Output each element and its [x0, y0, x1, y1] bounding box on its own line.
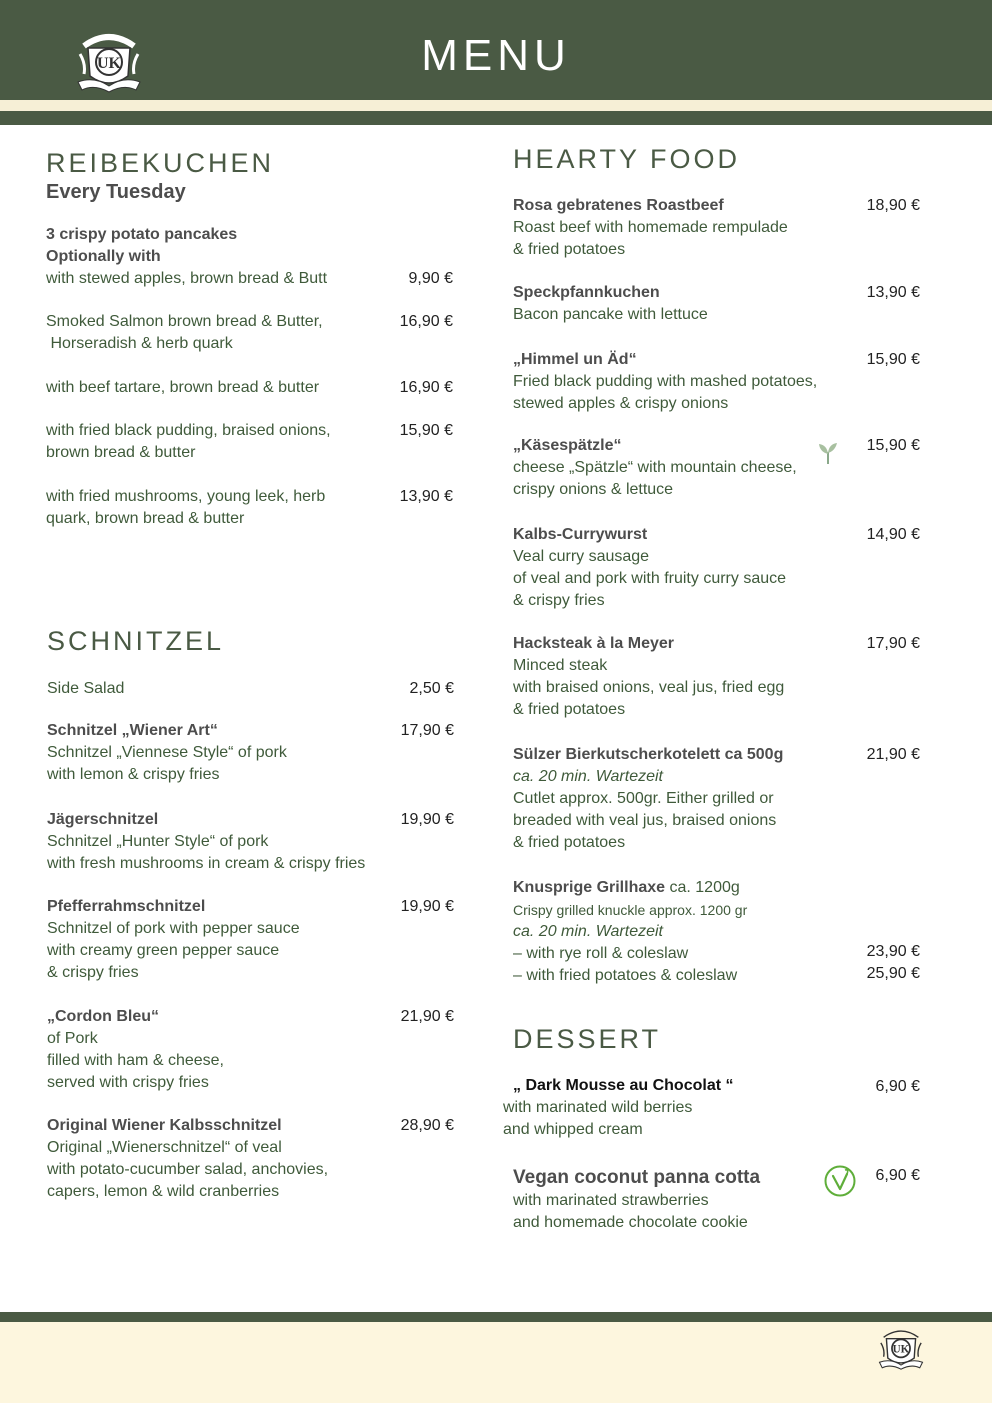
menu-item-price: 21,90 €	[866, 746, 920, 763]
svg-text:UK: UK	[892, 1343, 910, 1356]
menu-item-price: 17,90 €	[866, 635, 920, 652]
menu-item-price: 28,90 €	[400, 1117, 454, 1134]
header-cream-band	[0, 100, 992, 111]
menu-item: Speckpfannkuchen Bacon pancake with lettuce	[513, 284, 708, 323]
page-title: MENU	[421, 31, 571, 80]
header-green-band	[0, 111, 992, 125]
menu-item: Original Wiener Kalbsschnitzel Original „Wienerschnitzel“ of veal with potato-cucumber salad, anchovies, capers, lemon & wild cranberries	[47, 1117, 329, 1200]
menu-item: with fried mushrooms, young leek, herb quark, brown bread & butter	[46, 488, 326, 527]
menu-item: with beef tartare, brown bread & butter	[46, 379, 320, 396]
menu-item-price: 14,90 €	[866, 526, 920, 543]
menu-item: „Käsespätzle“ cheese „Spätzle“ with mountain cheese, crispy onions & lettuce	[513, 437, 797, 498]
menu-item-price: 13,90 €	[399, 488, 453, 505]
menu-item: Rosa gebratenes Roastbeef Roast beef with homemade rempulade & fried potatoes	[513, 197, 788, 258]
menu-item-price: 16,90 €	[399, 379, 453, 396]
footer-logo-icon	[878, 1322, 924, 1372]
menu-item-price: 16,90 €	[399, 313, 453, 330]
menu-item-price: 15,90 €	[866, 437, 920, 454]
menu-item-price: 18,90 €	[866, 197, 920, 214]
menu-item: Hacksteak à la Meyer Minced steak with braised onions, veal jus, fried egg & fried potatoes	[513, 635, 785, 718]
section-subtitle: Every Tuesday	[46, 181, 186, 203]
footer-line	[0, 1312, 992, 1322]
menu-item-price: 15,90 €	[866, 351, 920, 368]
menu-item: Side Salad	[47, 680, 125, 697]
menu-item-price: 2,50 €	[409, 680, 454, 697]
menu-item-price: 21,90 €	[400, 1008, 454, 1025]
menu-item-price: 15,90 €	[399, 422, 453, 439]
menu-item-price: 6,90 €	[875, 1167, 920, 1184]
menu-item: Sülzer Bierkutscherkotelett ca 500g ca. 20 min. Wartezeit Cutlet approx. 500gr. Either grilled or breaded with veal jus, braised onions & fried potatoes	[513, 746, 784, 851]
menu-item: Jägerschnitzel Schnitzel „Hunter Style“ of pork with fresh mushrooms in cream & crispy fries	[47, 811, 366, 872]
section-title-reibekuchen: REIBEKUCHEN	[46, 148, 275, 178]
menu-item: „Himmel un Äd“ Fried black pudding with mashed potatoes, stewed apples & crispy onions	[513, 351, 818, 412]
menu-item-price: 17,90 €	[400, 722, 454, 739]
menu-item-price: 13,90 €	[866, 284, 920, 301]
section-title-hearty-food: HEARTY FOOD	[513, 144, 741, 174]
menu-item: 3 crispy potato pancakes Optionally with with stewed apples, brown bread & Butt	[46, 226, 328, 287]
footer	[0, 1322, 992, 1403]
menu-item: Schnitzel „Wiener Art“ Schnitzel „Viennese Style“ of pork with lemon & crispy fries	[47, 722, 287, 783]
menu-item-price: 19,90 €	[400, 811, 454, 828]
menu-item: „Cordon Bleu“ of Pork filled with ham & cheese, served with crispy fries	[47, 1008, 224, 1091]
menu-item: Vegan coconut panna cotta with marinated strawberries and homemade chocolate cookie	[513, 1167, 761, 1231]
menu-item: „ Dark Mousse au Chocolat “ with marinated wild berries and whipped cream	[503, 1077, 734, 1138]
menu-item-price: 6,90 €	[875, 1078, 920, 1095]
svg-text:UK: UK	[97, 55, 121, 72]
menu-item-price: 23,90 €	[866, 943, 920, 960]
menu-item: with fried black pudding, braised onions, brown bread & butter	[46, 422, 331, 461]
menu-item: Pfefferrahmschnitzel Schnitzel of pork with pepper sauce with creamy green pepper sauce & crispy fries	[47, 898, 300, 981]
menu-item-grillhaxe: Knusprige Grillhaxe ca. 1200g Crispy grilled knuckle approx. 1200 gr ca. 20 min. Wartezeit – with rye roll & coleslaw – with fried potatoes & coleslaw	[513, 879, 748, 984]
menu-item-price: 25,90 €	[866, 965, 920, 982]
menu-item: Kalbs-Currywurst Veal curry sausage of veal and pork with fruity curry sauce & crispy fries	[513, 526, 787, 609]
menu-item-price: 9,90 €	[408, 270, 453, 287]
section-title-dessert: DESSERT	[513, 1024, 662, 1054]
menu-item-price: 19,90 €	[400, 898, 454, 915]
menu-item: Smoked Salmon brown bread & Butter, Horseradish & herb quark	[46, 313, 323, 352]
section-title-schnitzel: SCHNITZEL	[47, 626, 225, 656]
